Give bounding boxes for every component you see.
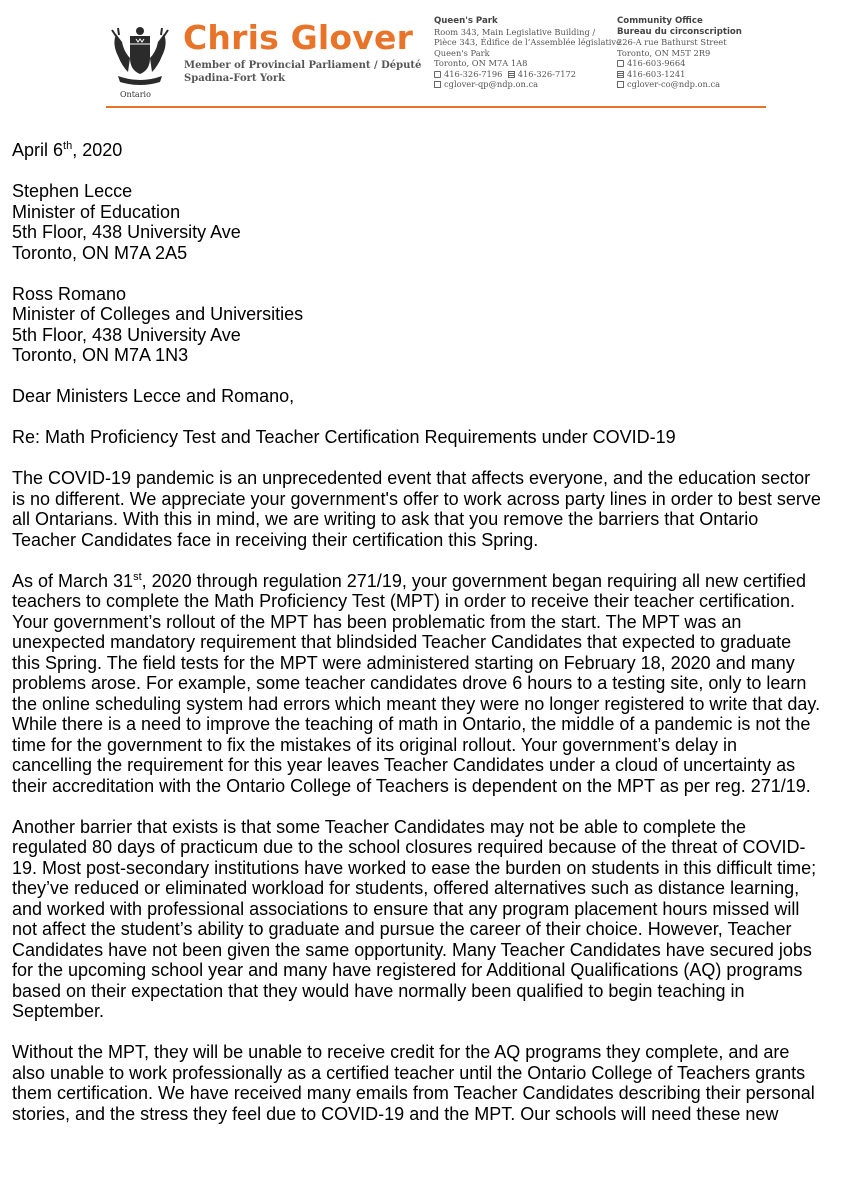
fax-icon <box>508 71 515 78</box>
paragraph-3 <box>12 817 848 1022</box>
address-line: Toronto, ON M7A 1A8 <box>434 58 528 68</box>
ontario-coat-of-arms-logo <box>108 26 172 88</box>
paragraph-line: cancelling the requirement for this year leaves Teacher Candidates under a cloud of uncertainty as <box>12 755 796 775</box>
mpp-name: Chris Glover <box>183 18 414 57</box>
phone-number: 416-326-7196 <box>444 68 503 79</box>
paragraph-line: The COVID-19 pandemic is an unprecedented event that affects everyone, and the education sector <box>12 468 811 488</box>
letterhead-divider <box>106 106 766 108</box>
paragraph-line: not affect the student’s ability to graduate and pursue the career of their choice. However, Teacher <box>12 919 792 939</box>
recipient-name: Stephen Lecce <box>12 181 133 201</box>
recipient-city: Toronto, ON M7A 2A5 <box>12 242 188 263</box>
fax-line <box>617 69 767 80</box>
line-text: As of March 31 <box>12 570 134 591</box>
phone-number: 416-603-9664 <box>627 58 686 68</box>
fax-number: 416-326-7172 <box>517 68 577 79</box>
mpp-title: Member of Provincial Parliament / Député <box>184 60 422 71</box>
paragraph-2 <box>12 571 848 797</box>
email-icon <box>617 81 624 88</box>
recipient-title: Minister of Education <box>12 201 181 222</box>
email-address: cglover-qp@ndp.on.ca <box>444 79 539 89</box>
paragraph-line: also unable to work professionally as a certified teacher until the Ontario College of Teachers grants <box>12 1062 806 1083</box>
paragraph-line: this Spring. The field tests for the MPT were administered starting on February 18, 2020 and many <box>12 652 795 673</box>
paragraph-line: Another barrier that exists is that some Teacher Candidates may not be able to complete the <box>12 816 747 837</box>
fax-icon <box>617 71 624 78</box>
paragraph-line: regulated 80 days of practicum due to the school closures required because of the threat of COVID- <box>12 837 806 857</box>
email-icon <box>434 81 441 88</box>
paragraph-line: September. <box>12 1001 105 1021</box>
phone-fax-line <box>434 69 610 80</box>
community-office-heading: Community Office <box>617 16 703 26</box>
paragraph-line <box>12 571 848 592</box>
recipient-address: 5th Floor, 438 University Ave <box>12 222 241 242</box>
date-year: , 2020 <box>72 140 123 160</box>
recipient-title: Minister of Colleges and Universities <box>12 304 304 324</box>
paragraph-line: stories, and the stress they feel due to COVID-19 and the MPT. Our schools will need these new <box>12 1103 779 1124</box>
paragraph-line: problems arose. For example, some teacher candidates drove 6 hours to a testing site, only to learn <box>12 673 807 693</box>
line-text: , 2020 through regulation 271/19, your government began requiring all new certified <box>141 570 807 591</box>
phone-icon <box>434 71 441 78</box>
date-text: April 6 <box>12 140 64 160</box>
paragraph-1 <box>12 468 848 550</box>
paragraph-line: Teacher Candidates face in receiving their certification this Spring. <box>12 529 539 550</box>
email-line <box>617 79 767 90</box>
paragraph-line: their accreditation with the Ontario College of Teachers is dependent on the MPT as per reg. 271/19. <box>12 775 811 796</box>
paragraph-line: is no different. We appreciate your government's offer to work across party lines in order to best serve <box>12 488 821 509</box>
recipient-name: Ross Romano <box>12 283 127 304</box>
paragraph-line: and worked with professional associations to ensure that any program placement hours missed will <box>12 898 800 919</box>
paragraph-line: Candidates have not been given the same opportunity. Many Teacher Candidates have secured jobs <box>12 939 812 960</box>
salutation: Dear Ministers Lecce and Romano, <box>12 386 295 406</box>
fax-number: 416-603-1241 <box>627 68 686 79</box>
queens-park-address <box>434 16 622 90</box>
paragraph-line: they’ve reduced or eliminated workload for students, offered alternatives such as distance learning, <box>12 878 800 898</box>
paragraph-line: unexpected mandatory requirement that blindsided Teacher Candidates that expected to graduate <box>12 632 792 652</box>
address-line: Pièce 343, Édifice de l’Assemblée législative <box>434 37 622 47</box>
letter-body <box>12 140 848 1124</box>
letter-date <box>12 140 848 161</box>
paragraph-line: for the upcoming school year and many have registered for Additional Qualifications (AQ) programs <box>12 960 803 980</box>
recipient-block-romano <box>12 284 848 366</box>
phone-line <box>617 58 767 69</box>
email-line <box>434 79 610 90</box>
paragraph-4 <box>12 1042 848 1124</box>
ordinal-suffix: st <box>133 570 142 583</box>
paragraph-line: While there is a need to improve the teaching of math in Ontario, the middle of a pandemic is not the <box>12 714 811 734</box>
address-line: 226-A rue Bathurst Street <box>617 37 727 47</box>
paragraph-line: Without the MPT, they will be unable to receive credit for the AQ programs they complete, and are <box>12 1042 790 1062</box>
crest-caption: Ontario <box>120 90 151 99</box>
paragraph-line: teachers to complete the Math Proficiency Test (MPT) in order to receive their teacher certification. <box>12 591 795 611</box>
phone-icon <box>617 60 624 67</box>
recipient-address: 5th Floor, 438 University Ave <box>12 324 241 345</box>
paragraph-line: based on their expectation that they would have normally been qualified to begin teaching in <box>12 980 745 1001</box>
community-office-address <box>617 16 767 90</box>
subject-line: Re: Math Proficiency Test and Teacher Certification Requirements under COVID-19 <box>12 427 676 447</box>
paragraph-line: the online scheduling system had errors which meant they were no longer registered to write that day. <box>12 693 821 714</box>
queens-park-heading: Queen's Park <box>434 16 498 26</box>
paragraph-line: all Ontarians. With this in mind, we are writing to ask that you remove the barriers that Ontario <box>12 509 759 529</box>
address-line: Toronto, ON M5T 2R9 <box>617 47 711 58</box>
paragraph-line: them certification. We have received many emails from Teacher Candidates describing their personal <box>12 1083 815 1103</box>
paragraph-line: time for the government to fix the mistakes of its original rollout. Your government’s delay in <box>12 734 738 755</box>
address-line: Room 343, Main Legislative Building / <box>434 26 596 37</box>
email-address: cglover-co@ndp.on.ca <box>627 79 721 89</box>
recipient-block-lecce <box>12 181 848 263</box>
riding-name: Spadina-Fort York <box>184 73 286 84</box>
community-office-heading-fr: Bureau du circonscription <box>617 26 742 37</box>
address-line: Queen's Park <box>434 47 490 58</box>
paragraph-line: Your government’s rollout of the MPT has been problematic from the start. The MPT was an <box>12 611 742 632</box>
recipient-city: Toronto, ON M7A 1N3 <box>12 345 189 365</box>
date-ordinal: th <box>63 140 73 152</box>
paragraph-line: 19. Most post-secondary institutions have worked to ease the burden on students in this difficult time; <box>12 857 817 878</box>
